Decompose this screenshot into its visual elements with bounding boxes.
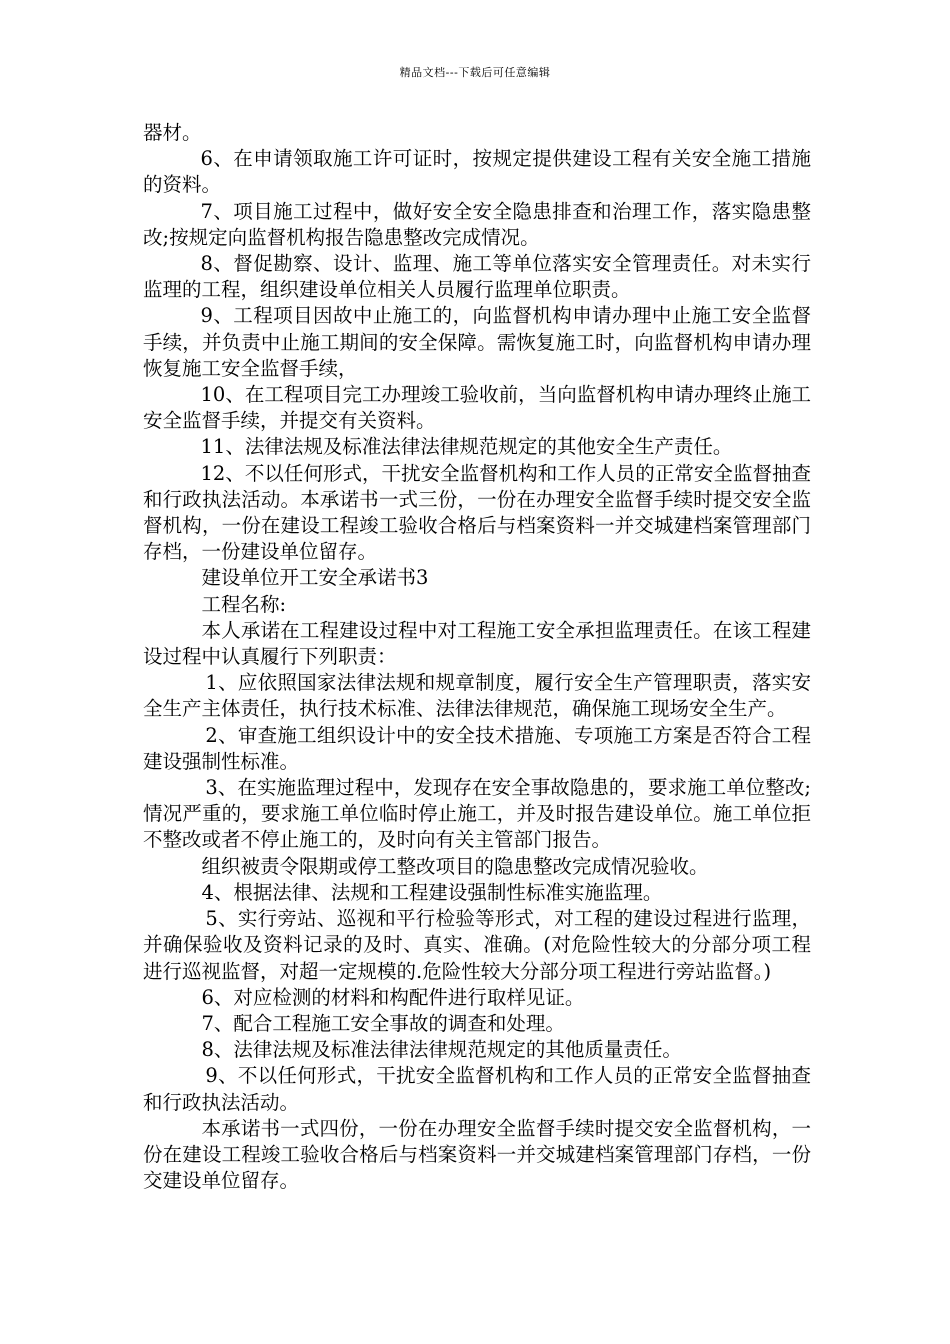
paragraph: 组织被责令限期或停工整改项目的隐患整改完成情况验收。 — [201, 854, 709, 878]
paragraph: 11、法律法规及标准法律法律规范规定的其他安全生产责任。 — [200, 435, 733, 459]
paragraph: 本承诺书一式四份，一份在办理安全监督手续时提交安全监督机构，一份在建设工程竣工验收合格后与档案资料一并交城建档案管理部门存档，一份交建设单位留存。 — [143, 1116, 811, 1193]
paragraph: 12、不以任何形式，干扰安全监督机构和工作人员的正常安全监督抽查和行政执法活动。本承诺书一式三份，一份在办理安全监督手续时提交安全监督机构，一份在建设工程竣工验收合格后与档案资料一并交城建档案管理部门存档，一份建设单位留存。 — [143, 461, 811, 564]
paragraph: 7、项目施工过程中，做好安全安全隐患排查和治理工作，落实隐患整改;按规定向监督机构报告隐患整改完成情况。 — [143, 199, 811, 249]
paragraph: 5、实行旁站、巡视和平行检验等形式，对工程的建设过程进行监理，并确保验收及资料记录的及时、真实、准确。(对危险性较大的分部分项工程进行巡视监督，对超一定规模的.危险性较大分部分项工程进行旁站监督。) — [143, 907, 811, 983]
paragraph: 3、在实施监理过程中，发现存在安全事故隐患的，要求施工单位整改;情况严重的，要求施工单位临时停止施工，并及时报告建设单位。施工单位拒不整改或者不停止施工的，及时向有关主管部门报告。 — [143, 776, 811, 852]
paragraph: 4、根据法律、法规和工程建设强制性标准实施监理。 — [201, 880, 663, 904]
page-header: 精品文档---下载后可任意编辑 — [399, 66, 551, 79]
document-body — [143, 120, 811, 1194]
paragraph: 10、在工程项目完工办理竣工验收前，当向监督机构申请办理终止施工安全监督手续，并提交有关资料。 — [143, 383, 811, 433]
paragraph: 6、对应检测的材料和构配件进行取样见证。 — [201, 985, 585, 1009]
section-title: 建设单位开工安全承诺书3 — [201, 566, 429, 590]
paragraph: 9、不以任何形式，干扰安全监督机构和工作人员的正常安全监督抽查和行政执法活动。 — [143, 1064, 811, 1114]
project-name-label: 工程名称: — [201, 592, 287, 616]
paragraph: 9、工程项目因故中止施工的，向监督机构申请办理中止施工安全监督手续，并负责中止施工期间的安全保障。需恢复施工时，向监督机构申请办理恢复施工安全监督手续， — [143, 304, 811, 380]
paragraph: 器材。 — [143, 121, 202, 144]
paragraph: 6、在申请领取施工许可证时，按规定提供建设工程有关安全施工措施的资料。 — [143, 147, 811, 197]
paragraph: 8、法律法规及标准法律法律规范规定的其他质量责任。 — [201, 1038, 682, 1062]
paragraph: 8、督促勘察、设计、监理、施工等单位落实安全管理责任。对未实行监理的工程，组织建设单位相关人员履行监理单位职责。 — [143, 252, 811, 302]
paragraph: 本人承诺在工程建设过程中对工程施工安全承担监理责任。在该工程建设过程中认真履行下列职责： — [143, 618, 811, 669]
paragraph: 7、配合工程施工安全事故的调查和处理。 — [201, 1011, 565, 1035]
paragraph: 1、应依照国家法律法规和规章制度，履行安全生产管理职责，落实安全生产主体责任，执行技术标准、法律法律规范，确保施工现场安全生产。 — [143, 671, 811, 721]
paragraph: 2、审查施工组织设计中的安全技术措施、专项施工方案是否符合工程建设强制性标准。 — [143, 723, 811, 773]
